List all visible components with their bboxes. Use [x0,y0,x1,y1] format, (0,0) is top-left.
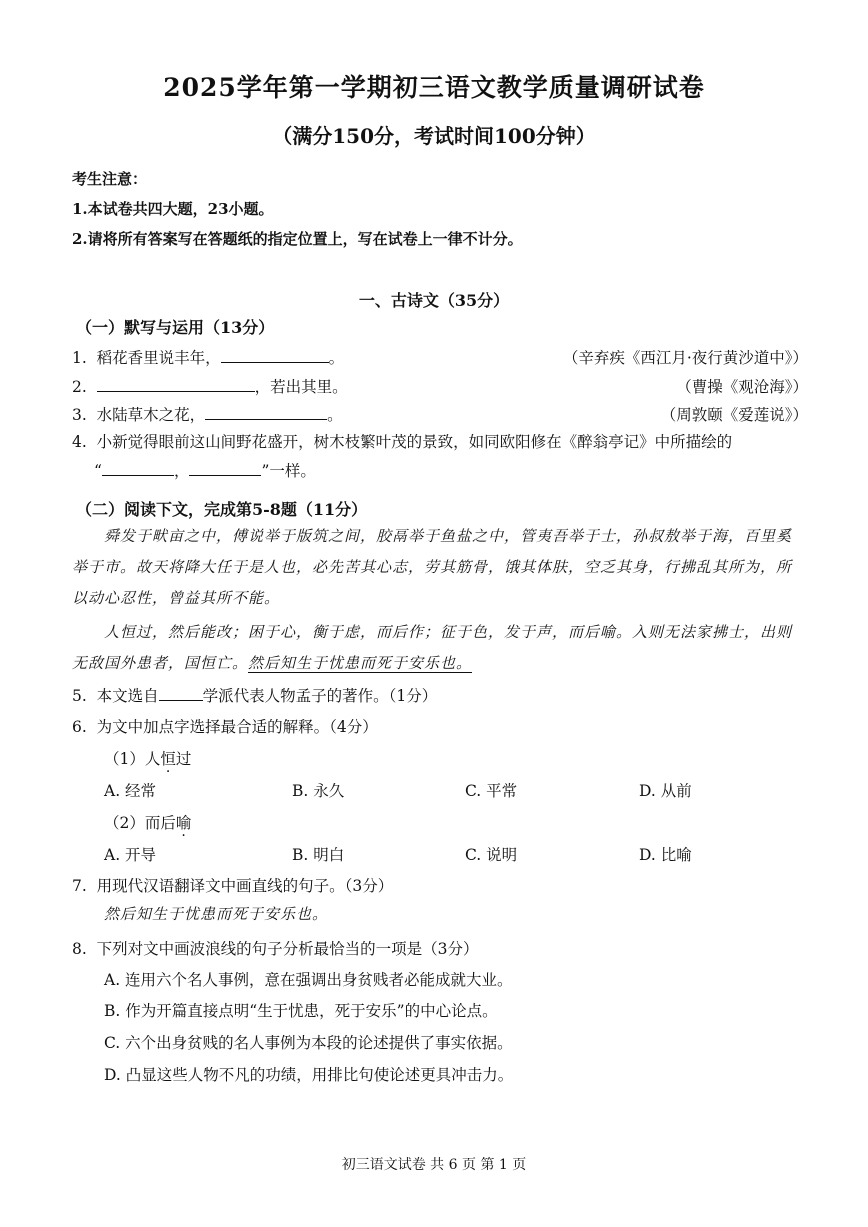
answer-blank[interactable] [102,459,174,476]
question-number: 5. [72,687,87,705]
source-2: （曹操《观沧海》） [676,378,808,396]
answer-blank[interactable] [189,459,261,476]
question-2 [72,375,348,397]
underlined-sentence: 然后知生于忧患而死于安乐也。 [248,654,473,672]
question-text: 稻花香里说丰年， [96,349,221,367]
sub-question-1 [104,747,191,769]
option-a[interactable]: A. 连用六个名人事例，意在强调出身贫贱者必能成就大业。 [104,971,513,989]
exam-title: 2025学年第一学期初三语文教学质量调研试卷 [163,73,705,102]
question-6 [72,715,378,737]
question-number: 8. [72,940,87,958]
question-4 [72,430,732,452]
question-text: 小新觉得眼前这山间野花盛开，树木枝繁叶茂的景致，如同欧阳修在《醉翁亭记》中所描绘的 [96,433,733,451]
dotted-char: 喻 [175,814,192,832]
exam-subtitle: （满分150分，考试时间100分钟） [272,124,596,148]
option-a[interactable]: A. 经常 [104,782,157,800]
answer-blank[interactable] [97,375,255,392]
question-4-line-2 [94,459,316,481]
notice-heading: 考生注意： [72,170,148,188]
option-d[interactable]: D. 从前 [639,782,692,800]
part1-title: （一）默写与运用（13分） [76,318,275,337]
question-text: ，若出其里。 [254,378,348,396]
sub-label: （1）人 [104,750,161,768]
question-text: 下列对文中画波浪线的句子分析最恰当的一项是（3分） [96,940,479,958]
question-number: 2. [72,378,87,396]
question-number: 4. [72,433,87,451]
punctuation: 。 [327,406,343,424]
sentence-to-translate: 然后知生于忧患而死于安乐也。 [104,905,329,923]
question-text: 学派代表人物孟子的著作。（1分） [202,687,438,705]
part2-title: （二）阅读下文，完成第5-8题（11分） [76,500,368,519]
question-3 [72,403,343,425]
question-5 [72,684,437,706]
answer-blank[interactable] [205,403,327,420]
punctuation: 。 [328,349,345,367]
dotted-char: 恒 [160,750,176,768]
question-1 [72,346,344,368]
source-3: （周敦颐《爱莲说》） [660,406,808,424]
question-number: 6. [72,718,87,736]
option-c[interactable]: C. 六个出身贫贱的名人事例为本段的论述提供了事实依据。 [104,1034,513,1052]
passage-line: 以动心忍性，曾益其所不能。 [72,589,281,607]
question-number: 1. [72,349,87,367]
quote-open: “ [94,462,102,480]
passage-line: 举于市。故天将降大任于是人也，必先苦其心志，劳其筋骨，饿其体肤，空乏其身，行拂乱其所为，所 [72,558,793,576]
notice-item-2: 2.请将所有答案写在答题纸的指定位置上，写在试卷上一律不计分。 [72,230,523,248]
passage-line: 人恒过，然后能改；困于心，衡于虑，而后作；征于色，发于声，而后喻。入则无法家拂士，出则 [104,623,793,641]
option-c[interactable]: C. 说明 [465,846,518,864]
answer-blank[interactable] [159,684,203,701]
option-c[interactable]: C. 平常 [465,782,518,800]
punctuation: ， [173,462,190,480]
option-d[interactable]: D. 凸显这些人物不凡的功绩，用排比句使论述更具冲击力。 [104,1066,514,1084]
sub-label: 过 [175,750,192,768]
question-number: 7. [72,877,87,895]
question-7 [72,874,393,896]
option-b[interactable]: B. 永久 [292,782,345,800]
page-footer: 初三语文试卷 共 6 页 第 1 页 [341,1157,527,1173]
question-text: 用现代汉语翻译文中画直线的句子。（3分） [96,877,394,895]
question-text: 为文中加点字选择最合适的解释。（4分） [96,718,378,736]
notice-item-1: 1.本试卷共四大题，23小题。 [72,200,274,218]
question-number: 3. [72,406,87,424]
option-d[interactable]: D. 比喻 [639,846,692,864]
option-b[interactable]: B. 作为开篇直接点明“生于忧患，死于安乐”的中心论点。 [104,1002,498,1020]
question-text: 本文选自 [96,687,159,705]
sub-label: （2）而后 [104,814,176,832]
option-b[interactable]: B. 明白 [292,846,345,864]
passage-line: 舜发于畎亩之中，傅说举于版筑之间，胶鬲举于鱼盐之中，管夷吾举于士，孙叔敖举于海，百里奚 [104,527,793,545]
passage-line [72,648,472,679]
question-8 [72,937,479,959]
sub-question-2 [104,811,191,833]
question-text: 水陆草木之花， [96,406,206,424]
option-a[interactable]: A. 开导 [104,846,157,864]
source-1: （辛弃疾《西江月·夜行黄沙道中》） [562,349,808,367]
passage-text: 无敌国外患者，国恒亡。 [72,654,249,672]
section-title: 一、古诗文（35分） [358,291,510,310]
answer-blank[interactable] [221,346,329,363]
quote-close: ”一样。 [261,462,316,480]
